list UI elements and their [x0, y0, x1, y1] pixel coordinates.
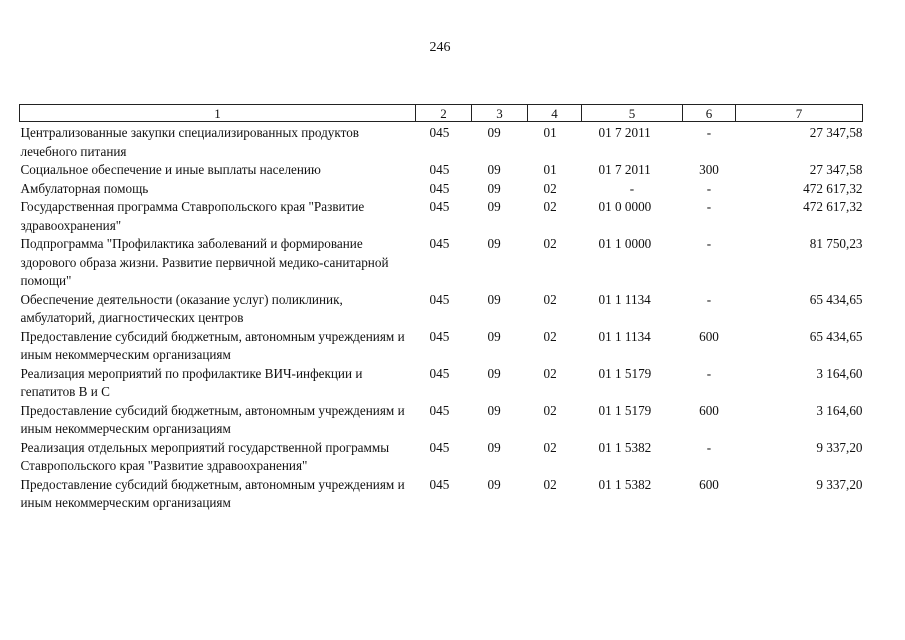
row-vr: 600 [699, 476, 719, 492]
row-sum: 27 347,58 [809, 125, 863, 140]
row-name: Предоставление субсидий бюджетным, автономным учреждениям и иным некоммерческим организациям [20, 402, 405, 436]
row-sum: 3 164,60 [816, 365, 863, 381]
row-gr: 045 [429, 365, 450, 381]
table-row [20, 198, 863, 235]
header-col-2: 2 [416, 105, 472, 122]
header-col-6: 6 [683, 105, 736, 122]
header-col-4: 4 [528, 105, 582, 122]
row-name: Предоставление субсидий бюджетным, автономным учреждениям и иным некоммерческим организациям [20, 328, 405, 362]
row-pr: 02 [543, 365, 557, 381]
row-sum: 65 434,65 [809, 291, 863, 307]
row-gr: 045 [429, 162, 450, 177]
row-vr: - [706, 291, 712, 307]
table-row [20, 235, 863, 291]
row-cs: 01 7 2011 [598, 162, 651, 177]
table-row [20, 439, 863, 476]
row-pr: 02 [543, 236, 557, 251]
row-vr: 300 [699, 162, 719, 177]
table-row [20, 328, 863, 365]
row-rz: 09 [487, 125, 501, 140]
row-gr: 045 [429, 402, 450, 418]
row-pr: 02 [543, 439, 557, 455]
row-pr: 02 [543, 476, 557, 492]
row-cs: 01 1 1134 [598, 328, 651, 344]
row-pr: 02 [543, 180, 557, 196]
table-row [20, 476, 863, 513]
row-cs: 01 1 5179 [598, 402, 652, 418]
table-row [20, 365, 863, 402]
row-gr: 045 [429, 439, 450, 455]
row-pr: 02 [543, 328, 557, 344]
row-rz: 09 [487, 328, 501, 344]
row-cs: - [629, 180, 635, 196]
row-sum: 81 750,23 [809, 236, 863, 251]
row-vr: - [706, 236, 712, 251]
row-vr: - [706, 180, 712, 196]
row-sum: 472 617,32 [803, 180, 863, 196]
row-gr: 045 [429, 476, 450, 492]
table-row [20, 291, 863, 328]
table-row [20, 180, 863, 199]
row-sum: 472 617,32 [803, 199, 863, 214]
row-sum: 27 347,58 [809, 162, 863, 177]
row-cs: 01 1 0000 [598, 236, 652, 251]
header-col-3: 3 [472, 105, 528, 122]
row-rz: 09 [487, 162, 501, 177]
row-rz: 09 [487, 180, 501, 196]
table-row [20, 402, 863, 439]
row-vr: 600 [699, 402, 719, 418]
row-gr: 045 [429, 328, 450, 344]
header-row [20, 105, 863, 122]
table-header [20, 105, 863, 122]
row-pr: 02 [543, 402, 557, 418]
row-gr: 045 [429, 236, 450, 251]
row-name: Социальное обеспечение и иные выплаты населению [20, 162, 321, 177]
row-cs: 01 1 5382 [598, 476, 652, 492]
row-sum: 9 337,20 [816, 476, 863, 492]
row-gr: 045 [429, 291, 450, 307]
row-pr: 01 [543, 125, 557, 140]
row-vr: 600 [699, 328, 719, 344]
table-row [20, 122, 863, 162]
row-sum: 3 164,60 [816, 402, 863, 418]
row-pr: 02 [543, 291, 557, 307]
row-cs: 01 0 0000 [598, 199, 652, 214]
row-pr: 01 [543, 162, 557, 177]
row-vr: - [706, 125, 712, 140]
row-rz: 09 [487, 402, 501, 418]
header-col-5: 5 [582, 105, 683, 122]
row-cs: 01 1 1134 [598, 291, 651, 307]
row-gr: 045 [429, 199, 450, 214]
row-rz: 09 [487, 476, 501, 492]
page-number: 246 [429, 40, 451, 55]
table-row [20, 161, 863, 180]
row-vr: - [706, 439, 712, 455]
row-rz: 09 [487, 365, 501, 381]
row-cs: 01 1 5179 [598, 365, 652, 381]
row-name: Централизованные закупки специализированных продуктов лечебного питания [20, 125, 360, 159]
row-vr: - [706, 365, 712, 381]
budget-table [19, 104, 863, 513]
row-cs: 01 1 5382 [598, 439, 652, 455]
row-sum: 9 337,20 [816, 439, 863, 455]
row-vr: - [706, 199, 712, 214]
row-name: Обеспечение деятельности (оказание услуг) поликлиник, амбулаторий, диагностических центров [20, 291, 343, 325]
row-sum: 65 434,65 [809, 328, 863, 344]
row-pr: 02 [543, 199, 557, 214]
row-rz: 09 [487, 439, 501, 455]
row-gr: 045 [429, 180, 450, 196]
table-body [20, 122, 863, 513]
row-rz: 09 [487, 199, 501, 214]
row-rz: 09 [487, 236, 501, 251]
row-name: Предоставление субсидий бюджетным, автономным учреждениям и иным некоммерческим организациям [20, 476, 405, 510]
row-rz: 09 [487, 291, 501, 307]
row-name: Реализация отдельных мероприятий государственной программы Ставропольского края "Развитие здравоохранения" [20, 439, 390, 473]
header-col-7: 7 [736, 105, 863, 122]
row-gr: 045 [429, 125, 450, 140]
row-cs: 01 7 2011 [598, 125, 651, 140]
row-name: Реализация мероприятий по профилактике ВИЧ-инфекции и гепатитов В и С [20, 365, 363, 399]
row-name: Государственная программа Ставропольского края "Развитие здравоохранения" [20, 199, 365, 233]
row-name: Подпрограмма "Профилактика заболеваний и формирование здорового образа жизни. Развитие первичной медико-санитарной помощи" [20, 236, 389, 288]
row-name: Амбулаторная помощь [20, 180, 149, 196]
header-col-1: 1 [20, 105, 416, 122]
